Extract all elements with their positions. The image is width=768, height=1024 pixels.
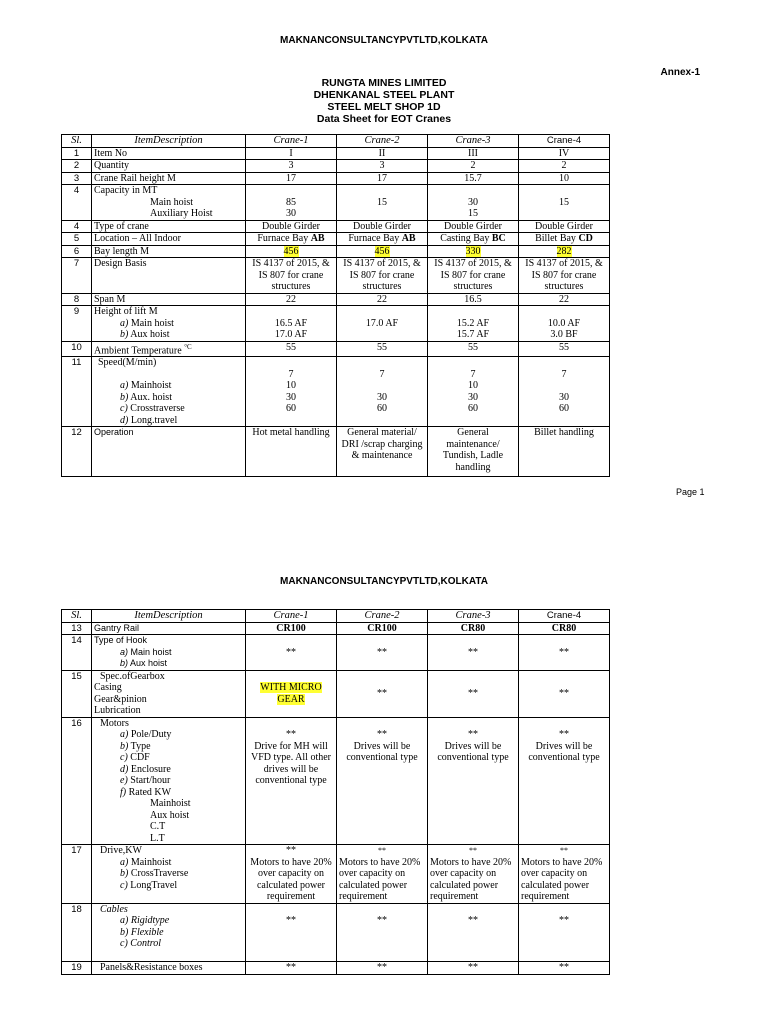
- desc-sub: Start/hour: [130, 775, 171, 786]
- table-row: [62, 293, 610, 306]
- row-sl: 11: [62, 357, 92, 427]
- table-row: [62, 427, 610, 477]
- table-row: [62, 622, 610, 635]
- desc-sub: Mainhoist: [150, 798, 191, 809]
- table-row: [62, 962, 610, 975]
- annex-label: Annex-1: [660, 67, 700, 78]
- item-letter: b): [120, 926, 129, 938]
- desc-sub: Main hoist: [130, 646, 172, 657]
- cell: I: [246, 147, 337, 160]
- desc-sub: Crosstraverse: [130, 403, 185, 415]
- cell-line: 17.0 AF: [365, 317, 399, 329]
- cell: [337, 845, 428, 904]
- desc-main: Drive,KW: [100, 845, 142, 856]
- cell-line: **: [559, 729, 569, 740]
- cell: [337, 357, 428, 427]
- cell: CR100: [246, 622, 337, 635]
- cell: 22: [519, 293, 610, 306]
- cell-line: 30: [468, 391, 478, 403]
- row-desc: [92, 903, 246, 962]
- desc-sub: Pole/Duty: [130, 729, 172, 740]
- desc-sub: Enclosure: [130, 763, 171, 775]
- table-row: [62, 357, 610, 427]
- cell-line: Motors to have 20% over capacity on calculated power requirement: [250, 856, 332, 902]
- cell-line: 15.2 AF: [456, 317, 490, 329]
- desc-sub: LongTravel: [130, 879, 178, 891]
- cell: **: [519, 635, 610, 671]
- row-desc: [92, 845, 246, 904]
- col-crane-1: Crane-1: [246, 135, 337, 148]
- row-desc: [92, 670, 246, 717]
- cell-line: 60: [559, 403, 569, 415]
- col-crane-4: Crane-4: [519, 610, 610, 623]
- cell-line: 15: [559, 196, 569, 208]
- header-row: [62, 135, 610, 148]
- cell-line: **: [560, 846, 568, 855]
- desc-sub: L.T: [150, 832, 165, 844]
- cell-line: **: [469, 846, 477, 855]
- cell-line: 85: [286, 196, 296, 208]
- cell-line: Motors to have 20% over capacity on calculated power requirement: [430, 856, 512, 902]
- plant-title: DHENKANAL STEEL PLANT: [313, 89, 455, 101]
- item-letter: a): [120, 646, 129, 657]
- cell: **: [246, 962, 337, 975]
- table-row: [62, 903, 610, 962]
- row-desc: [92, 635, 246, 671]
- row-desc: Item No: [92, 147, 246, 160]
- cell: 3: [337, 160, 428, 173]
- cell: 22: [337, 293, 428, 306]
- page-number: Page 1: [676, 487, 705, 497]
- cell: Billet handling: [519, 427, 610, 477]
- cell: [337, 717, 428, 845]
- row-desc: [92, 341, 246, 357]
- client-title: RUNGTA MINES LIMITED: [321, 77, 447, 89]
- col-description: ItemDescription: [92, 135, 246, 148]
- row-sl: 18: [62, 903, 92, 962]
- cell: [519, 233, 610, 246]
- desc-main: Capacity in MT: [94, 185, 158, 196]
- row-sl: 4: [62, 185, 92, 221]
- company-header-2: MAKNANCONSULTANCYPVTLTD,KOLKATA: [280, 576, 488, 587]
- row-sl: 9: [62, 306, 92, 342]
- cell: IS 4137 of 2015, & IS 807 for crane structures: [519, 258, 610, 294]
- location-text: Furnace Bay: [348, 233, 400, 244]
- cell-line: 7: [379, 368, 385, 380]
- cell: 55: [519, 341, 610, 357]
- cell-line: 60: [468, 403, 478, 415]
- cell: **: [428, 670, 519, 717]
- row-sl: 3: [62, 172, 92, 185]
- cell: [246, 357, 337, 427]
- row-desc: [92, 717, 246, 845]
- cell-line: 15.7 AF: [456, 329, 490, 340]
- highlighted-value: 282: [556, 245, 572, 257]
- desc-main: Type of Hook: [94, 635, 148, 645]
- table-row: [62, 635, 610, 671]
- cell-line: **: [286, 915, 296, 926]
- cell: 55: [337, 341, 428, 357]
- item-letter: d): [120, 414, 129, 426]
- cell: 55: [428, 341, 519, 357]
- desc-sub: CDF: [130, 752, 150, 763]
- table-row: [62, 233, 610, 246]
- col-crane-3: Crane-3: [428, 135, 519, 148]
- desc-sub: Rigidtype: [130, 915, 170, 926]
- row-sl: 10: [62, 341, 92, 357]
- cell: 17: [337, 172, 428, 185]
- desc-sub: Long.travel: [130, 414, 178, 426]
- cell-line: **: [468, 915, 478, 926]
- cell: Double Girder: [246, 220, 337, 233]
- table-row: [62, 717, 610, 845]
- item-letter: c): [120, 752, 128, 763]
- desc-sub: Mainhoist: [130, 380, 172, 392]
- cell: 22: [246, 293, 337, 306]
- row-desc: Quantity: [92, 160, 246, 173]
- item-letter: b): [120, 329, 129, 340]
- col-sl: Sl.: [62, 135, 92, 148]
- data-sheet-table-2: [61, 609, 610, 975]
- cell: 17: [246, 172, 337, 185]
- desc-main: Ambient Temperature: [94, 344, 182, 356]
- cell-line: 15: [377, 196, 387, 208]
- cell: [519, 845, 610, 904]
- cell-line: **: [377, 915, 387, 926]
- cell: Double Girder: [519, 220, 610, 233]
- cell-line: Motors to have 20% over capacity on calculated power requirement: [521, 856, 603, 902]
- row-sl: 19: [62, 962, 92, 975]
- cell: IS 4137 of 2015, & IS 807 for crane structures: [337, 258, 428, 294]
- item-letter: b): [120, 391, 129, 403]
- company-header: MAKNANCONSULTANCYPVTLTD,KOLKATA: [280, 35, 488, 46]
- cell: IV: [519, 147, 610, 160]
- desc-sub: Auxiliary Hoist: [150, 208, 213, 219]
- row-sl: 12: [62, 427, 92, 477]
- row-sl: 4: [62, 220, 92, 233]
- cell-line: Motors to have 20% over capacity on calculated power requirement: [339, 856, 421, 902]
- cell: [428, 357, 519, 427]
- col-crane-3: Crane-3: [428, 610, 519, 623]
- desc-sub: CrossTraverse: [130, 868, 189, 879]
- col-crane-2: Crane-2: [337, 610, 428, 623]
- row-sl: 16: [62, 717, 92, 845]
- desc-sub: Aux. hoist: [130, 391, 172, 403]
- cell-line: 15: [468, 208, 478, 219]
- row-desc: Bay length M: [92, 245, 246, 258]
- desc-sub: Lubrication: [94, 705, 141, 716]
- cell-line: Drives will be conventional type: [437, 740, 509, 763]
- cell-line: Drives will be conventional type: [528, 740, 600, 763]
- cell-line: 7: [561, 368, 567, 380]
- cell: [428, 185, 519, 221]
- cell: Double Girder: [337, 220, 428, 233]
- cell: CR80: [428, 622, 519, 635]
- row-sl: 15: [62, 670, 92, 717]
- cell: [519, 185, 610, 221]
- cell: [519, 245, 610, 258]
- row-desc: Type of crane: [92, 220, 246, 233]
- desc-main: Speed(M/min): [98, 357, 157, 369]
- desc-main: Motors: [100, 717, 129, 729]
- cell-line: 60: [286, 403, 296, 415]
- row-sl: 17: [62, 845, 92, 904]
- row-desc: [92, 962, 246, 975]
- cell-line: 10: [468, 380, 478, 392]
- cell: [246, 185, 337, 221]
- item-letter: f): [120, 786, 127, 798]
- cell: [428, 845, 519, 904]
- cell: [246, 903, 337, 962]
- row-desc: Design Basis: [92, 258, 246, 294]
- cell: 15.7: [428, 172, 519, 185]
- bay-code: CD: [578, 233, 593, 244]
- location-text: Billet Bay: [535, 233, 576, 244]
- col-crane-1: Crane-1: [246, 610, 337, 623]
- row-sl: 7: [62, 258, 92, 294]
- cell: **: [337, 635, 428, 671]
- cell: General maintenance/ Tundish, Ladle handling: [428, 427, 519, 477]
- cell: [246, 717, 337, 845]
- cell: II: [337, 147, 428, 160]
- item-letter: a): [120, 856, 129, 868]
- item-letter: b): [120, 740, 129, 752]
- row-desc: Span M: [92, 293, 246, 306]
- cell: [246, 670, 337, 717]
- desc-main: Height of lift M: [94, 306, 158, 317]
- cell: **: [428, 635, 519, 671]
- table-row: [62, 160, 610, 173]
- cell: IS 4137 of 2015, & IS 807 for crane structures: [246, 258, 337, 294]
- cell: Hot metal handling: [246, 427, 337, 477]
- table-row: [62, 258, 610, 294]
- desc-sub: Aux hoist: [150, 809, 190, 821]
- cell-line: 10.0 AF: [547, 317, 581, 329]
- desc-sub: Type: [130, 740, 151, 752]
- row-desc: Gantry Rail: [92, 622, 246, 635]
- item-letter: a): [120, 380, 129, 392]
- cell-line: Drives will be conventional type: [346, 740, 418, 763]
- sheet-title: Data Sheet for EOT Cranes: [316, 113, 452, 125]
- cell: CR100: [337, 622, 428, 635]
- cell: [519, 903, 610, 962]
- cell: [337, 233, 428, 246]
- row-sl: 5: [62, 233, 92, 246]
- desc-sub: Casing: [94, 682, 122, 693]
- document-titles: [0, 77, 768, 125]
- shop-title: STEEL MELT SHOP 1D: [327, 101, 441, 113]
- table-row: [62, 185, 610, 221]
- cell: [519, 717, 610, 845]
- highlighted-value: WITH MICRO GEAR: [260, 682, 322, 705]
- item-letter: b): [120, 868, 129, 879]
- desc-sub: Mainhoist: [130, 856, 172, 868]
- cell: [428, 245, 519, 258]
- cell: **: [519, 670, 610, 717]
- cell: 2: [519, 160, 610, 173]
- highlighted-value: 330: [465, 245, 481, 257]
- cell: IS 4137 of 2015, & IS 807 for crane structures: [428, 258, 519, 294]
- cell-line: **: [378, 846, 386, 855]
- header-row: [62, 610, 610, 623]
- item-letter: c): [120, 938, 128, 949]
- desc-sub: C.T: [150, 821, 166, 832]
- row-desc: [92, 185, 246, 221]
- cell: III: [428, 147, 519, 160]
- cell: 55: [246, 341, 337, 357]
- item-letter: e): [120, 775, 128, 786]
- table-row: [62, 147, 610, 160]
- desc-main: Panels&Resistance boxes: [100, 962, 203, 973]
- unit: °C: [184, 342, 192, 351]
- desc-main: Spec.ofGearbox: [100, 670, 165, 682]
- col-crane-2: Crane-2: [337, 135, 428, 148]
- cell: **: [337, 962, 428, 975]
- bay-code: AB: [401, 233, 416, 244]
- cell: [428, 903, 519, 962]
- highlighted-value: 456: [374, 245, 390, 257]
- row-sl: 14: [62, 635, 92, 671]
- cell-line: 7: [288, 368, 294, 380]
- cell: **: [337, 670, 428, 717]
- item-letter: a): [120, 729, 129, 740]
- cell: [428, 717, 519, 845]
- data-sheet-table-1: [61, 134, 610, 477]
- cell-line: 60: [377, 403, 387, 415]
- cell: [337, 245, 428, 258]
- cell-line: 30: [286, 208, 296, 219]
- cell-line: 30: [377, 391, 387, 403]
- row-desc: Crane Rail height M: [92, 172, 246, 185]
- cell-line: **: [377, 729, 387, 740]
- cell-line: 10: [286, 380, 296, 392]
- cell: [519, 306, 610, 342]
- cell: [337, 306, 428, 342]
- item-letter: b): [120, 658, 129, 668]
- desc-sub: Aux hoist: [130, 329, 170, 340]
- cell-line: 3.0 BF: [550, 329, 578, 340]
- cell: [337, 903, 428, 962]
- cell: 3: [246, 160, 337, 173]
- cell-line: 30: [286, 391, 296, 403]
- cell-line: Drive for MH will VFD type. All other drives will be conventional type: [251, 740, 331, 786]
- table-row: [62, 220, 610, 233]
- cell-line: 30: [468, 196, 478, 208]
- cell-line: **: [286, 845, 296, 856]
- bay-code: AB: [310, 233, 325, 244]
- desc-sub: Main hoist: [130, 317, 174, 329]
- col-sl: Sl.: [62, 610, 92, 623]
- cell: 10: [519, 172, 610, 185]
- cell: [246, 306, 337, 342]
- item-letter: a): [120, 317, 129, 329]
- cell-line: **: [559, 915, 569, 926]
- location-text: Furnace Bay: [257, 233, 309, 244]
- table-row: [62, 245, 610, 258]
- cell: CR80: [519, 622, 610, 635]
- row-sl: 2: [62, 160, 92, 173]
- table-row: [62, 845, 610, 904]
- col-crane-4: Crane-4: [519, 135, 610, 148]
- highlighted-value: 456: [283, 245, 299, 257]
- cell: **: [246, 635, 337, 671]
- cell-line: **: [468, 729, 478, 740]
- table-row: [62, 172, 610, 185]
- desc-sub: Rated KW: [128, 786, 172, 798]
- cell: [337, 185, 428, 221]
- desc-sub: Main hoist: [150, 196, 194, 208]
- row-desc: Operation: [92, 427, 246, 477]
- item-letter: d): [120, 763, 129, 775]
- desc-sub: Flexible: [130, 926, 164, 938]
- item-letter: a): [120, 915, 129, 926]
- cell: 16.5: [428, 293, 519, 306]
- bay-code: BC: [491, 233, 506, 244]
- table-row: [62, 306, 610, 342]
- row-desc: [92, 306, 246, 342]
- cell: [246, 233, 337, 246]
- cell-line: 7: [470, 368, 476, 380]
- item-letter: c): [120, 403, 128, 415]
- desc-sub: Aux hoist: [130, 658, 168, 668]
- desc-sub: Gear&pinion: [94, 693, 147, 705]
- row-sl: 8: [62, 293, 92, 306]
- cell-line: **: [286, 729, 296, 740]
- table-row: [62, 341, 610, 357]
- cell: [246, 845, 337, 904]
- cell: Double Girder: [428, 220, 519, 233]
- row-sl: 6: [62, 245, 92, 258]
- row-sl: 1: [62, 147, 92, 160]
- item-letter: c): [120, 879, 128, 891]
- row-desc: [92, 357, 246, 427]
- cell: [519, 357, 610, 427]
- row-desc: Location – All Indoor: [92, 233, 246, 246]
- table-row: [62, 670, 610, 717]
- col-description: ItemDescription: [92, 610, 246, 623]
- cell: [246, 245, 337, 258]
- cell: General material/ DRI /scrap charging & maintenance: [337, 427, 428, 477]
- cell-line: 17.0 AF: [274, 329, 308, 340]
- desc-main: Cables: [100, 903, 128, 915]
- cell: [428, 233, 519, 246]
- cell: **: [428, 962, 519, 975]
- cell: 2: [428, 160, 519, 173]
- row-sl: 13: [62, 622, 92, 635]
- desc-sub: Control: [130, 938, 162, 949]
- cell: [428, 306, 519, 342]
- location-text: Casting Bay: [440, 233, 490, 244]
- cell: **: [519, 962, 610, 975]
- cell-line: 30: [559, 391, 569, 403]
- cell-line: 16.5 AF: [274, 317, 308, 329]
